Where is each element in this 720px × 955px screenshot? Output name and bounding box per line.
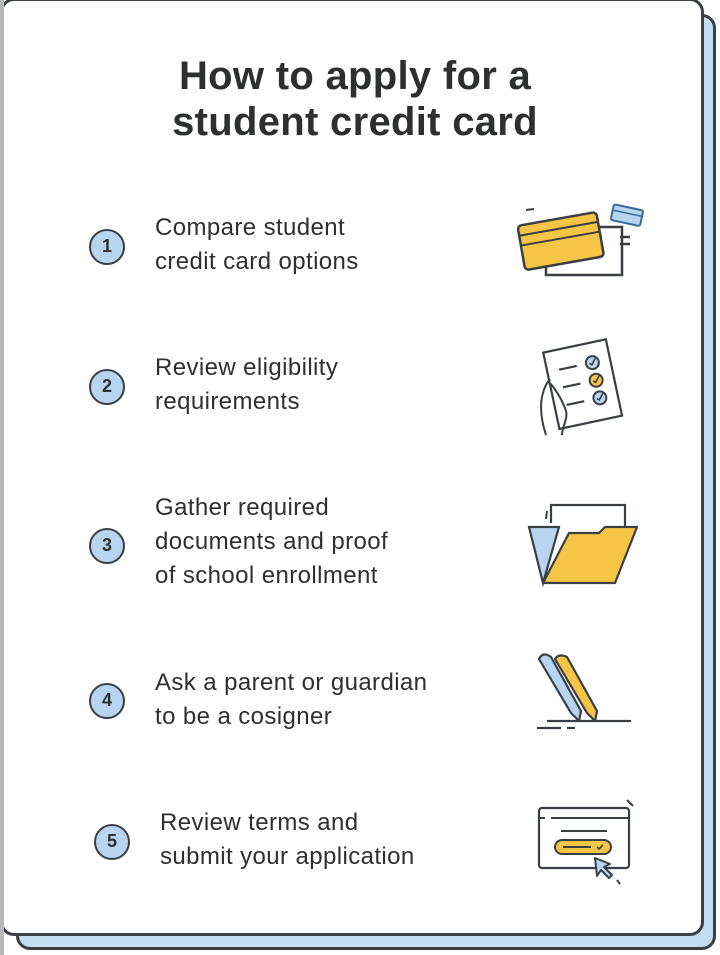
submit-form-icon: [533, 796, 643, 886]
step-number-badge: 2: [89, 369, 125, 405]
title-line-2: student credit card: [172, 100, 538, 144]
step-text: Review terms and submit your application: [160, 809, 415, 870]
checklist-icon: [528, 331, 628, 441]
step-text: Ask a parent or guardian to be a cosigner: [155, 669, 428, 730]
pens-icon: [535, 651, 645, 741]
step-number-badge: 5: [94, 824, 130, 860]
frame-edge: [0, 0, 4, 955]
step-5: [3, 806, 707, 916]
step-2: [3, 351, 707, 461]
folder-icon: [525, 499, 645, 589]
step-text: Review eligibility requirements: [155, 354, 339, 415]
step-1: [3, 211, 707, 321]
title-line-1: How to apply for a: [178, 54, 532, 98]
step-number-badge: 4: [89, 683, 125, 719]
step-text: Gather required documents and proof of school enrollment: [155, 494, 389, 589]
step-number-badge: 1: [89, 229, 125, 265]
step-3: [3, 491, 707, 601]
step-number-badge: 3: [89, 528, 125, 564]
step-text: Compare student credit card options: [155, 214, 359, 275]
step-4: [3, 666, 707, 776]
page-title: [3, 53, 707, 145]
credit-cards-icon: [508, 197, 648, 287]
